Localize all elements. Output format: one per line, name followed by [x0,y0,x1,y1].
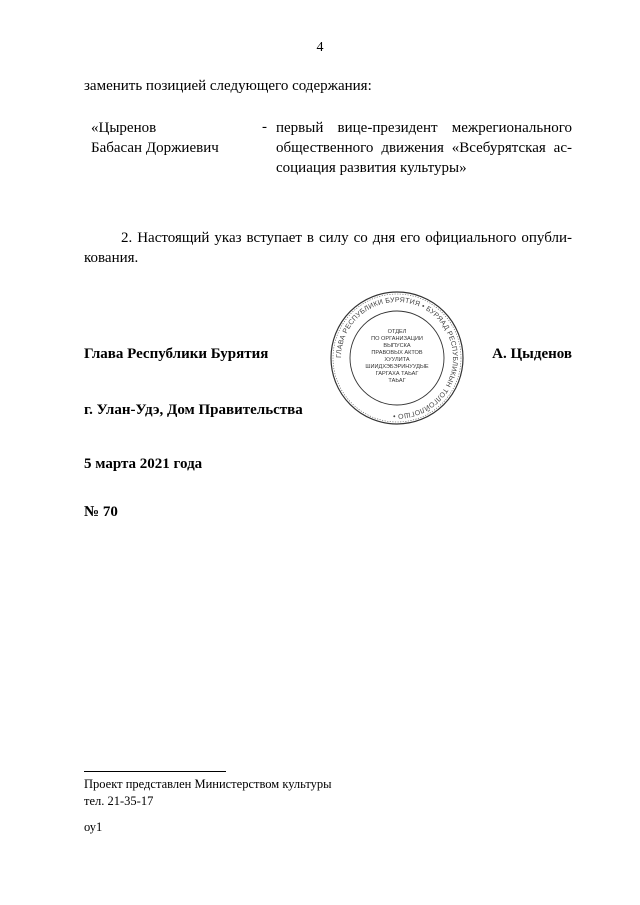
person-name-line: «Цыренов [91,120,157,136]
seal-center-line: ШИИДХЭБЭРИНУУДЫЕ [365,364,429,370]
seal-center-line: ВЫПУСКА [383,343,411,349]
footnote-line: Проект представлен Министерством культуры [84,777,332,791]
person-description-line: социация развития культуры» [276,160,467,176]
person-dash: - [262,119,267,135]
signing-date: 5 марта 2021 года [84,456,203,472]
person-description [276,118,572,178]
seal-center-line: ПРАВОВЫХ АКТОВ [371,350,423,356]
footnote-line: тел. 21-35-17 [84,794,154,808]
intro-paragraph: заменить позицией следующего содержания: [84,78,372,94]
footnote-divider [84,771,226,772]
person-name-line: Бабасан Доржиевич [91,140,219,156]
seal-center-line: ПО ОРГАНИЗАЦИИ [371,336,423,342]
signatory-title: Глава Республики Бурятия [84,346,269,362]
page-number: 4 [316,40,324,55]
seal-center-line: ГАРГАХА ТАЬАГ [375,371,419,377]
seal-center-line: ХУУЛИТА [384,357,410,363]
clause-2-line: 2. Настоящий указ вступает в силу со дня его официального опубли- [121,230,572,246]
decree-number: № 70 [84,504,118,520]
document-code: оу1 [84,820,103,834]
seal-center-line: ОТДЕЛ [387,329,407,335]
seal-outer-text: ГЛАВА РЕСПУБЛИКИ БУРЯТИЯ • БУРЯАД РЕСПУБЛИКЫН ТОЛГОЙЛОГШО • [335,296,459,420]
signatory-name: А. Цыденов [492,346,572,362]
clause-2 [84,228,572,268]
place-of-signing: г. Улан-Удэ, Дом Правительства [84,402,303,418]
clause-2-line: кования. [84,250,139,266]
person-name [91,118,219,158]
person-description-line: общественного движения «Всебурятская ас- [276,140,572,156]
seal-center-line: ТАЬАГ [388,378,406,384]
official-seal [329,290,465,426]
footnote [84,776,332,810]
person-description-line: первый вице-президент межрегионального [276,120,572,136]
